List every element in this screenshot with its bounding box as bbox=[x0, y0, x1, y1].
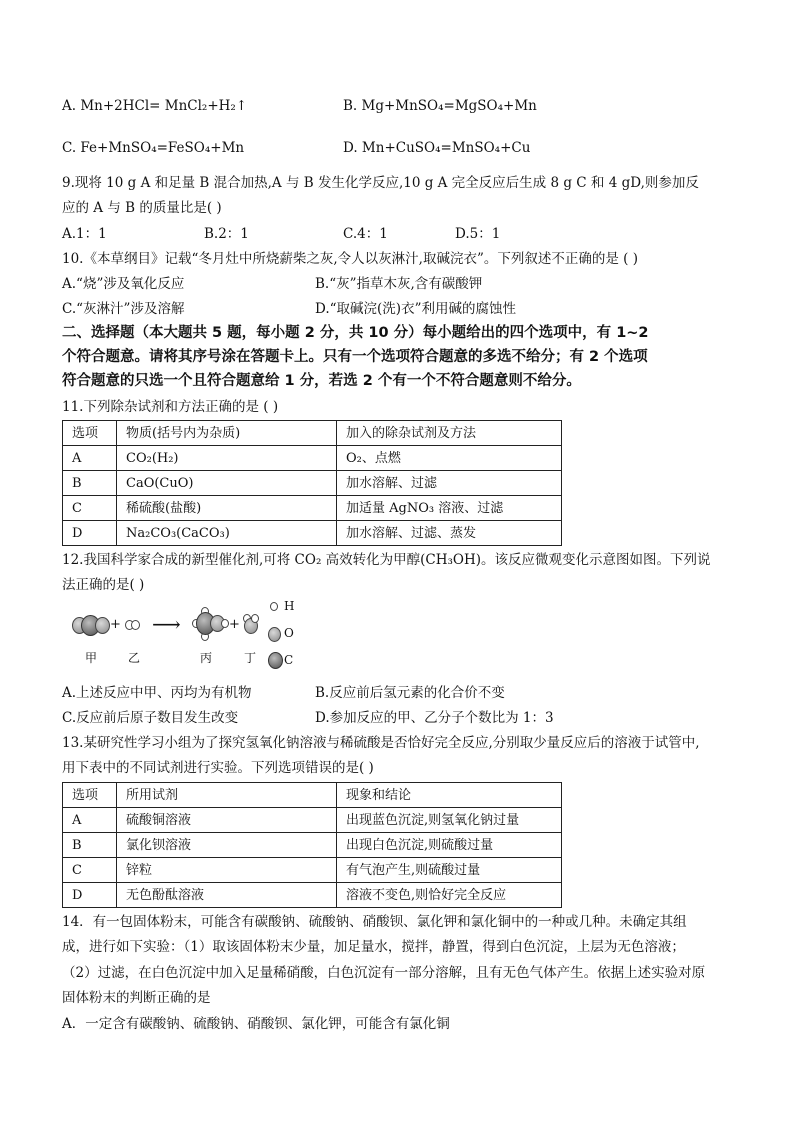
q11-table bbox=[62, 420, 562, 546]
table-cell: 出现白色沉淀,则硫酸过量 bbox=[337, 833, 562, 858]
q13-stem-line2: 用下表中的不同试剂进行实验。下列选项错误的是( ) bbox=[62, 760, 374, 776]
q9-option-c: C.4：1 bbox=[343, 226, 388, 242]
q10-option-b: B.“灰”指草木灰,含有碳酸钾 bbox=[315, 276, 483, 292]
q9-stem-line1: 9.现将 10 g A 和足量 B 混合加热,A 与 B 发生化学反应,10 g A 完全反应后生成 8 g C 和 4 gD,则参加反 bbox=[62, 175, 699, 191]
q8-option-a: A. Mn+2HCl= MnCl₂+H₂↑ bbox=[62, 98, 248, 114]
table-header-row bbox=[63, 783, 562, 808]
q14-stem-line3: （2）过滤，在白色沉淀中加入足量稀硝酸，白色沉淀有一部分溶解，且有无色气体产生。依据上述实验对原 bbox=[62, 965, 706, 981]
q9-option-d: D.5：1 bbox=[455, 226, 501, 242]
hydrogen-atom bbox=[251, 614, 259, 623]
reaction-arrow: ⟶ bbox=[152, 612, 181, 636]
q9-option-b: B.2：1 bbox=[204, 226, 249, 242]
section2-heading-line1: 二、选择题（本大题共 5 题，每小题 2 分，共 10 分）每小题给出的四个选项中，有 1~2 bbox=[62, 325, 649, 341]
table-header-cell: 现象和结论 bbox=[337, 783, 562, 808]
table-row bbox=[63, 521, 562, 546]
label-yi: 乙 bbox=[128, 651, 141, 665]
label-jia: 甲 bbox=[85, 651, 98, 665]
q11-stem: 11.下列除杂试剂和方法正确的是 ( ) bbox=[62, 399, 279, 415]
section2-heading-line3: 符合题意的只选一个且符合题意给 1 分，若选 2 个有一个不符合题意则不给分。 bbox=[62, 373, 581, 389]
table-cell: A bbox=[63, 808, 117, 833]
q10-option-c: C.“灰淋汁”涉及溶解 bbox=[62, 301, 185, 317]
table-cell: 硫酸铜溶液 bbox=[117, 808, 337, 833]
table-row bbox=[63, 471, 562, 496]
q9-option-a: A.1：1 bbox=[62, 226, 107, 242]
table-row bbox=[63, 883, 562, 908]
plus-sign: + bbox=[229, 617, 240, 632]
q10-option-a: A.“烧”涉及氧化反应 bbox=[62, 276, 185, 292]
label-ding: 丁 bbox=[244, 651, 257, 665]
table-cell: 加水溶解、过滤 bbox=[337, 471, 562, 496]
q8-option-d: D. Mn+CuSO₄=MnSO₄+Cu bbox=[343, 140, 531, 156]
table-row bbox=[63, 808, 562, 833]
table-row bbox=[63, 833, 562, 858]
table-cell: O₂、点燃 bbox=[337, 446, 562, 471]
table-cell: 无色酚酞溶液 bbox=[117, 883, 337, 908]
q14-stem-line4: 固体粉末的判断正确的是 bbox=[62, 990, 211, 1006]
q12-option-d: D.参加反应的甲、乙分子个数比为 1：3 bbox=[315, 710, 554, 726]
q8-option-b: B. Mg+MnSO₄=MgSO₄+Mn bbox=[343, 98, 537, 114]
legend-label-h: H bbox=[284, 599, 295, 613]
table-cell: B bbox=[63, 471, 117, 496]
oxygen-atom bbox=[95, 617, 110, 634]
table-cell: 锌粒 bbox=[117, 858, 337, 883]
q10-stem: 10.《本草纲目》记载“冬月灶中所烧薪柴之灰,令人以灰淋汁,取碱浣衣”。下列叙述不正确的是 ( ) bbox=[62, 251, 638, 267]
table-header-cell: 加入的除杂试剂及方法 bbox=[337, 421, 562, 446]
table-cell: 氯化钡溶液 bbox=[117, 833, 337, 858]
table-cell: D bbox=[63, 883, 117, 908]
table-header-cell: 物质(括号内为杂质) bbox=[117, 421, 337, 446]
q8-option-c: C. Fe+MnSO₄=FeSO₄+Mn bbox=[62, 140, 245, 156]
table-cell: C bbox=[63, 858, 117, 883]
q14-option-a: A．一定含有碳酸钠、硫酸钠、硝酸钡、氯化钾，可能含有氯化铜 bbox=[62, 1016, 450, 1032]
q12-option-c: C.反应前后原子数目发生改变 bbox=[62, 710, 239, 726]
table-cell: 出现蓝色沉淀,则氢氧化钠过量 bbox=[337, 808, 562, 833]
table-header-cell: 选项 bbox=[63, 421, 117, 446]
q9-stem-line2: 应的 A 与 B 的质量比是( ) bbox=[62, 200, 222, 216]
legend-oxygen-atom bbox=[268, 627, 281, 642]
table-cell: D bbox=[63, 521, 117, 546]
legend-label-c: C bbox=[284, 653, 294, 667]
section2-heading-line2: 个符合题意。请将其序号涂在答题卡上。只有一个选项符合题意的多选不给分；有 2 个选项 bbox=[62, 349, 648, 365]
table-cell: 加水溶解、过滤、蒸发 bbox=[337, 521, 562, 546]
q13-table bbox=[62, 782, 562, 908]
q12-option-a: A.上述反应中甲、丙均为有机物 bbox=[62, 685, 252, 701]
table-cell: CaO(CuO) bbox=[117, 471, 337, 496]
table-cell: CO₂(H₂) bbox=[117, 446, 337, 471]
table-cell: 稀硫酸(盐酸) bbox=[117, 496, 337, 521]
table-cell: Na₂CO₃(CaCO₃) bbox=[117, 521, 337, 546]
q12-option-b: B.反应前后氢元素的化合价不变 bbox=[315, 685, 505, 701]
table-cell: C bbox=[63, 496, 117, 521]
table-cell: 溶液不变色,则恰好完全反应 bbox=[337, 883, 562, 908]
q10-option-d: D.“取碱浣(洗)衣”利用碱的腐蚀性 bbox=[315, 301, 516, 317]
table-header-row bbox=[63, 421, 562, 446]
table-cell: 加适量 AgNO₃ 溶液、过滤 bbox=[337, 496, 562, 521]
q14-stem-line1: 14．有一包固体粉末，可能含有碳酸钠、硫酸钠、硝酸钡、氯化钾和氯化铜中的一种或几种。未确定其组 bbox=[62, 914, 687, 930]
q12-stem-line1: 12.我国科学家合成的新型催化剂,可将 CO₂ 高效转化为甲醇(CH₃OH)。该反应微观变化示意图如图。下列说 bbox=[62, 552, 711, 568]
table-cell: 有气泡产生,则硫酸过量 bbox=[337, 858, 562, 883]
label-bing: 丙 bbox=[200, 651, 213, 665]
table-row bbox=[63, 858, 562, 883]
legend-carbon-atom bbox=[268, 652, 283, 669]
table-row bbox=[63, 446, 562, 471]
q14-stem-line2: 成，进行如下实验：（1）取该固体粉末少量，加足量水，搅拌，静置，得到白色沉淀，上层为无色溶液； bbox=[62, 939, 685, 955]
table-header-cell: 选项 bbox=[63, 783, 117, 808]
table-cell: B bbox=[63, 833, 117, 858]
q13-stem-line1: 13.某研究性学习小组为了探究氢氧化钠溶液与稀硫酸是否恰好完全反应,分别取少量反应后的溶液于试管中, bbox=[62, 735, 700, 751]
legend-label-o: O bbox=[284, 626, 294, 640]
table-cell: A bbox=[63, 446, 117, 471]
legend-hydrogen-atom bbox=[270, 602, 278, 611]
hydrogen-atom bbox=[221, 619, 229, 628]
hydrogen-atom bbox=[131, 620, 140, 630]
plus-sign: + bbox=[110, 617, 121, 632]
table-row bbox=[63, 496, 562, 521]
table-header-cell: 所用试剂 bbox=[117, 783, 337, 808]
q12-stem-line2: 法正确的是( ) bbox=[62, 577, 145, 593]
